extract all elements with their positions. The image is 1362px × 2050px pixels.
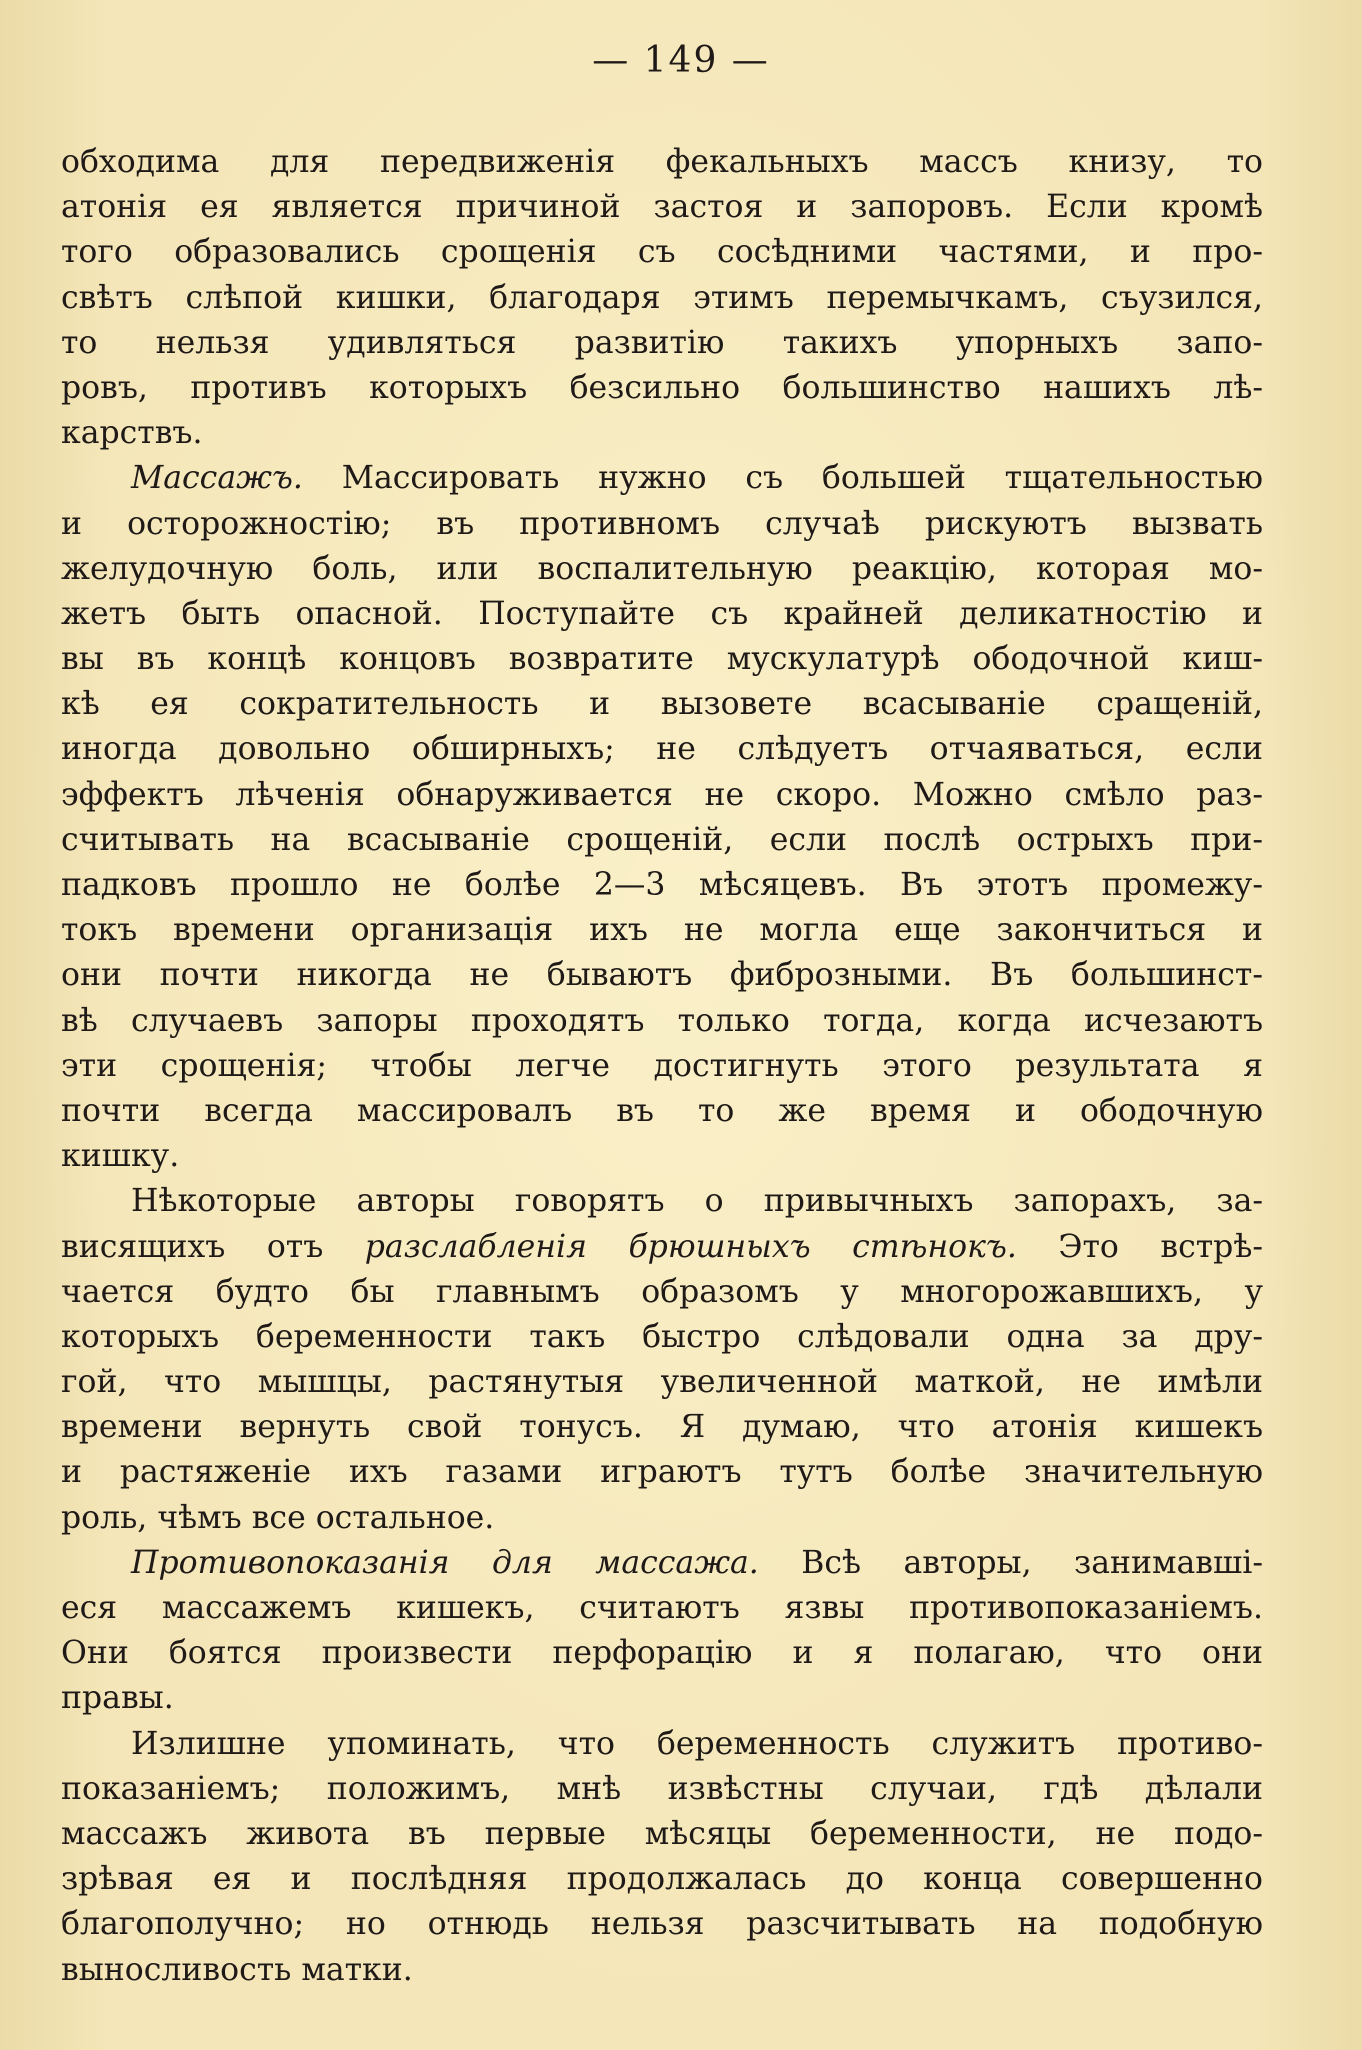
line-text: вы въ концѣ концовъ возвратите мускулатурѣ ободочной киш-: [61, 641, 1263, 678]
text-line: [61, 456, 1263, 501]
text-line: [61, 953, 1263, 998]
body-text: [61, 140, 1263, 1993]
text-line: [61, 1948, 1263, 1993]
text-line: [61, 321, 1263, 366]
text-line: [61, 1405, 1263, 1450]
line-text: почти всегда массировалъ въ то же время и ободочную: [61, 1092, 1263, 1129]
italic-phrase: Массажъ.: [131, 460, 303, 497]
italic-phrase: разслабленія брюшныхъ стѣнокъ.: [364, 1228, 1017, 1265]
line-text: жетъ быть опасной. Поступайте съ крайней деликатностію и: [61, 595, 1263, 632]
line-text: они почти никогда не бываютъ фиброзными. Въ большинст-: [61, 957, 1263, 994]
line-text: кишку.: [61, 1138, 180, 1175]
line-text: зрѣвая ея и послѣдняя продолжалась до конца совершенно: [61, 1861, 1263, 1898]
text-line: [61, 773, 1263, 818]
text-line: [61, 1857, 1263, 1902]
text-line: [61, 1315, 1263, 1360]
text-line: [61, 1044, 1263, 1089]
line-text: эффектъ лѣченія обнаруживается не скоро. Можно смѣло раз-: [61, 776, 1263, 813]
text-line: [61, 547, 1263, 592]
line-text: обходима для передвиженія фекальныхъ массъ книзу, то: [61, 144, 1263, 180]
line-text: токъ времени организація ихъ не могла еще закончиться и: [61, 912, 1263, 949]
text-line: [61, 140, 1263, 185]
text-line: [61, 411, 1263, 456]
line-text: Нѣкоторые авторы говорятъ о привычныхъ запорахъ, за-: [131, 1183, 1263, 1220]
text-line: [61, 637, 1263, 682]
line-text: то нельзя удивляться развитію такихъ упорныхъ запо-: [61, 324, 1263, 361]
line-text: показаніемъ; положимъ, мнѣ извѣстны случаи, гдѣ дѣлали: [61, 1770, 1263, 1807]
text-line: [61, 592, 1263, 637]
line-text: ровъ, противъ которыхъ безсильно большинство нашихъ лѣ-: [61, 369, 1263, 406]
line-text: кѣ ея сократительность и вызовете всасываніе сращеній,: [61, 686, 1263, 723]
line-text: еся массажемъ кишекъ, считаютъ язвы противопоказаніемъ.: [61, 1590, 1263, 1626]
text-line: [61, 818, 1263, 863]
text-line: [61, 1676, 1263, 1721]
text-line: [61, 1631, 1263, 1676]
text-line: [61, 1902, 1263, 1947]
line-text: гой, что мышцы, растянутыя увеличенной маткой, не имѣли: [61, 1364, 1263, 1401]
text-line: [61, 727, 1263, 772]
line-text: времени вернуть свой тонусъ. Я думаю, что атонія кишекъ: [61, 1409, 1263, 1446]
text-line: [61, 276, 1263, 321]
text-line: [61, 1179, 1263, 1224]
line-text: роль, чѣмъ все остальное.: [61, 1499, 495, 1536]
line-text: Они боятся произвести перфорацію и я полагаю, что они: [61, 1635, 1263, 1672]
line-text: выносливость матки.: [61, 1951, 413, 1988]
text-line: [61, 1134, 1263, 1179]
line-text: Это встрѣ-: [1016, 1228, 1263, 1265]
text-line: [61, 1496, 1263, 1541]
text-line: [61, 908, 1263, 953]
line-text: чается будто бы главнымъ образомъ у многорожавшихъ, у: [61, 1273, 1263, 1310]
text-line: [61, 185, 1263, 230]
line-text: считывать на всасываніе срощеній, если послѣ острыхъ при-: [61, 821, 1263, 858]
line-text: падковъ прошло не болѣе 2—3 мѣсяцевъ. Въ этотъ промежу-: [61, 867, 1263, 903]
line-text: правы.: [61, 1680, 174, 1717]
text-line: [61, 1722, 1263, 1767]
line-text: которыхъ беременности такъ быстро слѣдовали одна за дру-: [61, 1318, 1263, 1355]
text-line: [61, 1225, 1263, 1270]
line-text: желудочную боль, или воспалительную реакцію, которая мо-: [61, 550, 1263, 587]
text-line: [61, 863, 1263, 908]
line-text: карствъ.: [61, 415, 203, 452]
line-text: эти срощенія; чтобы легче достигнуть этого результата я: [61, 1047, 1263, 1084]
page-number: — 149 —: [592, 40, 770, 81]
line-text: иногда довольно обширныхъ; не слѣдуетъ отчаяваться, если: [61, 731, 1263, 768]
text-line: [61, 1360, 1263, 1405]
text-line: [61, 999, 1263, 1044]
line-text: висящихъ отъ: [61, 1228, 365, 1265]
line-text: Всѣ авторы, занимавші-: [758, 1544, 1263, 1581]
text-line: [61, 1089, 1263, 1134]
line-text: вѣ случаевъ запоры проходятъ только тогда, когда исчезаютъ: [61, 1002, 1263, 1039]
text-line: [61, 1270, 1263, 1315]
text-line: [61, 1541, 1263, 1586]
text-line: [61, 1767, 1263, 1812]
line-text: атонія ея является причиной застоя и запоровъ. Если кромѣ: [61, 189, 1263, 226]
line-text: Излишне упоминать, что беременность служитъ противо-: [131, 1725, 1263, 1762]
line-text: того образовались срощенія съ сосѣдними частями, и про-: [61, 234, 1263, 271]
italic-phrase: Противопоказанія для массажа.: [131, 1544, 759, 1581]
line-text: свѣтъ слѣпой кишки, благодаря этимъ перемычкамъ, съузился,: [61, 279, 1263, 316]
text-line: [61, 1812, 1263, 1857]
line-text: массажъ живота въ первые мѣсяцы беременности, не подо-: [61, 1815, 1263, 1852]
line-text: Массировать нужно съ большей тщательностью: [302, 460, 1263, 497]
line-text: и осторожностію; въ противномъ случаѣ рискуютъ вызвать: [61, 505, 1263, 542]
text-line: [61, 366, 1263, 411]
line-text: и растяженіе ихъ газами играютъ тутъ болѣе значительную: [61, 1454, 1263, 1491]
text-line: [61, 230, 1263, 275]
text-line: [61, 682, 1263, 727]
text-line: [61, 1586, 1263, 1631]
text-line: [61, 1450, 1263, 1495]
line-text: благополучно; но отнюдь нельзя разсчитывать на подобную: [61, 1906, 1263, 1943]
text-line: [61, 502, 1263, 547]
